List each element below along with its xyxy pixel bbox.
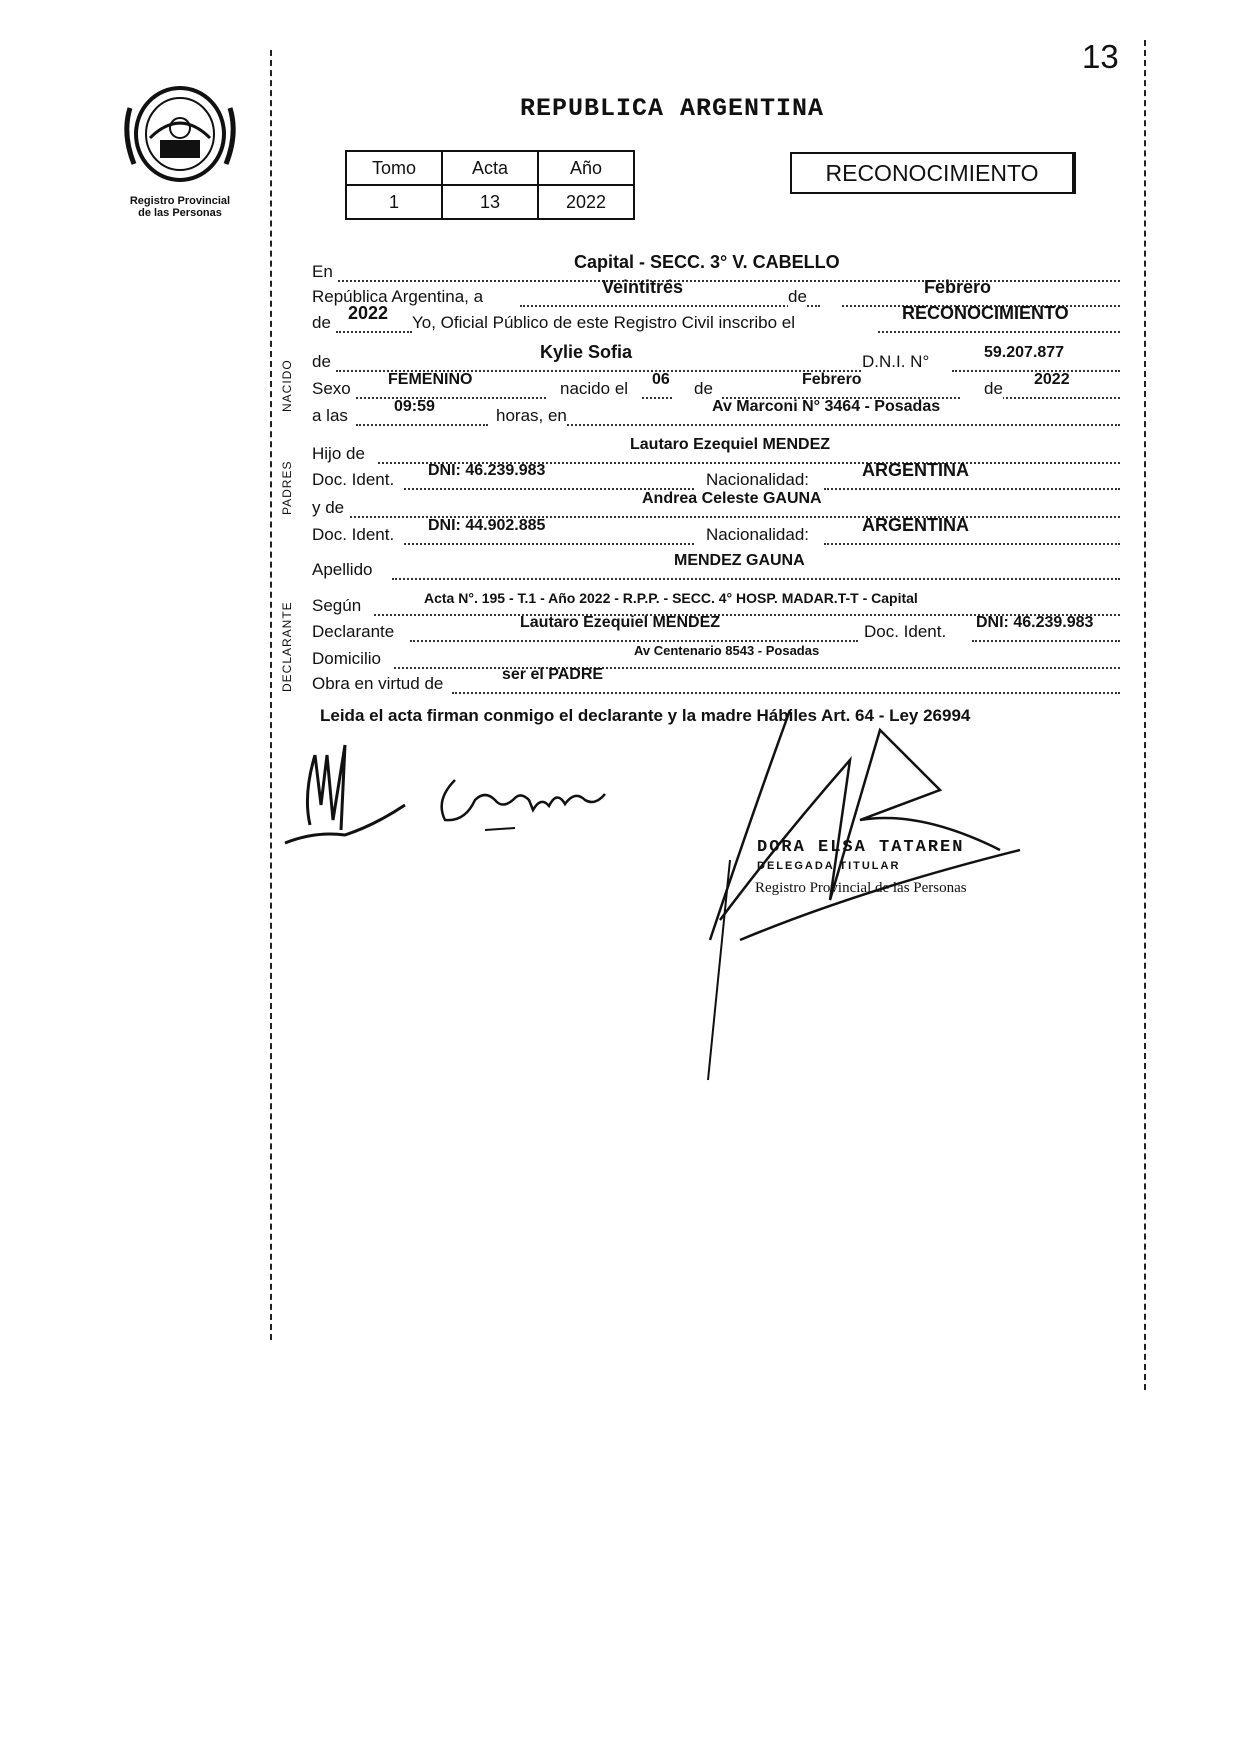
row-hora (312, 398, 1120, 426)
value-nac-dia: 06 (652, 371, 670, 388)
value-declarante-doc: DNI: 46.239.983 (976, 614, 1094, 631)
value-nac-anio: 2022 (1034, 371, 1070, 388)
acta-value: 13 (442, 185, 538, 219)
label-de-anio: de (312, 313, 331, 332)
label-yo-oficial: Yo, Oficial Público de este Registro Civil inscribo el (412, 313, 795, 332)
row-segun (312, 592, 1120, 616)
value-madre-nac: ARGENTINA (862, 515, 969, 535)
label-de-nac-mes: de (694, 379, 713, 398)
record-table (345, 150, 635, 220)
label-nacionalidad-madre: Nacionalidad: (706, 525, 810, 544)
label-doc-ident-declarante: Doc. Ident. (864, 622, 947, 641)
label-dni: D.N.I. N° (862, 352, 930, 371)
tomo-header: Tomo (346, 151, 442, 185)
row-inscripcion (312, 303, 1120, 333)
official-role: DELEGADA TITULAR (757, 860, 901, 872)
row-madre (312, 490, 1120, 518)
right-margin-rule (1144, 40, 1146, 1390)
value-padre: Lautaro Ezequiel MENDEZ (630, 436, 831, 453)
side-label-declarante: DECLARANTE (280, 601, 294, 692)
row-obra (312, 666, 1120, 694)
row-apellido (312, 552, 1120, 580)
label-de-mes: de (788, 287, 807, 306)
provincial-seal-icon (120, 78, 240, 190)
value-hora: 09:59 (394, 398, 435, 415)
label-republica: República Argentina, a (312, 287, 484, 306)
anio-value: 2022 (538, 185, 634, 219)
label-doc-ident-madre: Doc. Ident. (312, 525, 395, 544)
label-sexo: Sexo (312, 379, 351, 398)
value-domicilio: Av Centenario 8543 - Posadas (634, 643, 820, 658)
registry-caption: Registro Provincial de las Personas (129, 195, 231, 219)
side-label-padres: PADRES (280, 460, 294, 515)
value-mes: Febrero (924, 277, 992, 297)
label-y-de: y de (312, 498, 345, 517)
document-title: REPUBLICA ARGENTINA (520, 94, 825, 123)
tomo-value: 1 (346, 185, 442, 219)
value-declarante: Lautaro Ezequiel MENDEZ (520, 614, 721, 631)
value-segun: Acta N°. 195 - T.1 - Año 2022 - R.P.P. - SECC. 4° HOSP. MADAR.T-T - Capital (424, 590, 918, 606)
row-declarante (312, 614, 1120, 642)
row-padre (312, 436, 1120, 464)
row-nombre (312, 342, 1120, 372)
value-madre-doc: DNI: 44.902.885 (428, 517, 546, 534)
label-de-nombre: de (312, 352, 331, 371)
value-tipo-inscripcion: RECONOCIMIENTO (902, 303, 1069, 323)
value-nac-mes: Febrero (802, 371, 862, 388)
acta-header: Acta (442, 151, 538, 185)
label-hijo-de: Hijo de (312, 444, 365, 463)
value-dia: Veintitrés (602, 277, 684, 297)
label-de-nac-anio: de (984, 379, 1003, 398)
label-en: En (312, 262, 333, 281)
value-obra: ser el PADRE (502, 666, 604, 683)
anio-header: Año (538, 151, 634, 185)
value-anio: 2022 (348, 303, 389, 323)
official-office: Registro Provincial de las Personas (755, 880, 967, 896)
row-madre-doc (312, 515, 1120, 545)
label-domicilio: Domicilio (312, 649, 381, 668)
label-nacionalidad-padre: Nacionalidad: (706, 470, 810, 489)
value-lugar-nac: Av Marconi N° 3464 - Posadas (712, 398, 941, 415)
label-obra: Obra en virtud de (312, 674, 444, 693)
row-padre-doc (312, 460, 1120, 490)
label-horas-en: horas, en (496, 406, 567, 425)
record-type-box: RECONOCIMIENTO (790, 152, 1076, 194)
label-a-las: a las (312, 406, 348, 425)
left-margin-rule (270, 50, 272, 1340)
row-sexo (312, 371, 1120, 399)
value-nombre: Kylie Sofia (540, 342, 633, 362)
declarante-signature-icon (275, 735, 415, 855)
row-lugar (312, 252, 1120, 282)
value-apellido: MENDEZ GAUNA (674, 552, 805, 569)
value-padre-nac: ARGENTINA (862, 460, 969, 480)
value-sexo: FEMENINO (388, 371, 473, 388)
side-label-nacido: NACIDO (280, 359, 294, 412)
row-domicilio (312, 645, 1120, 669)
label-nacido-el: nacido el (560, 379, 629, 398)
label-apellido: Apellido (312, 560, 373, 579)
label-doc-ident-padre: Doc. Ident. (312, 470, 395, 489)
value-dni: 59.207.877 (984, 344, 1065, 361)
page-number: 13 (1082, 38, 1119, 75)
value-lugar: Capital - SECC. 3° V. CABELLO (574, 252, 840, 272)
official-signature-icon (700, 700, 1030, 1100)
official-name: DORA ELSA TATAREN (757, 838, 965, 857)
closing-statement: Leida el acta firman conmigo el declarante y la madre Hábiles Art. 64 - Ley 26994 (320, 706, 971, 725)
madre-signature-icon (425, 760, 625, 840)
label-segun: Según (312, 596, 362, 615)
value-madre: Andrea Celeste GAUNA (642, 490, 822, 507)
value-padre-doc: DNI: 46.239.983 (428, 462, 546, 479)
label-declarante: Declarante (312, 622, 395, 641)
